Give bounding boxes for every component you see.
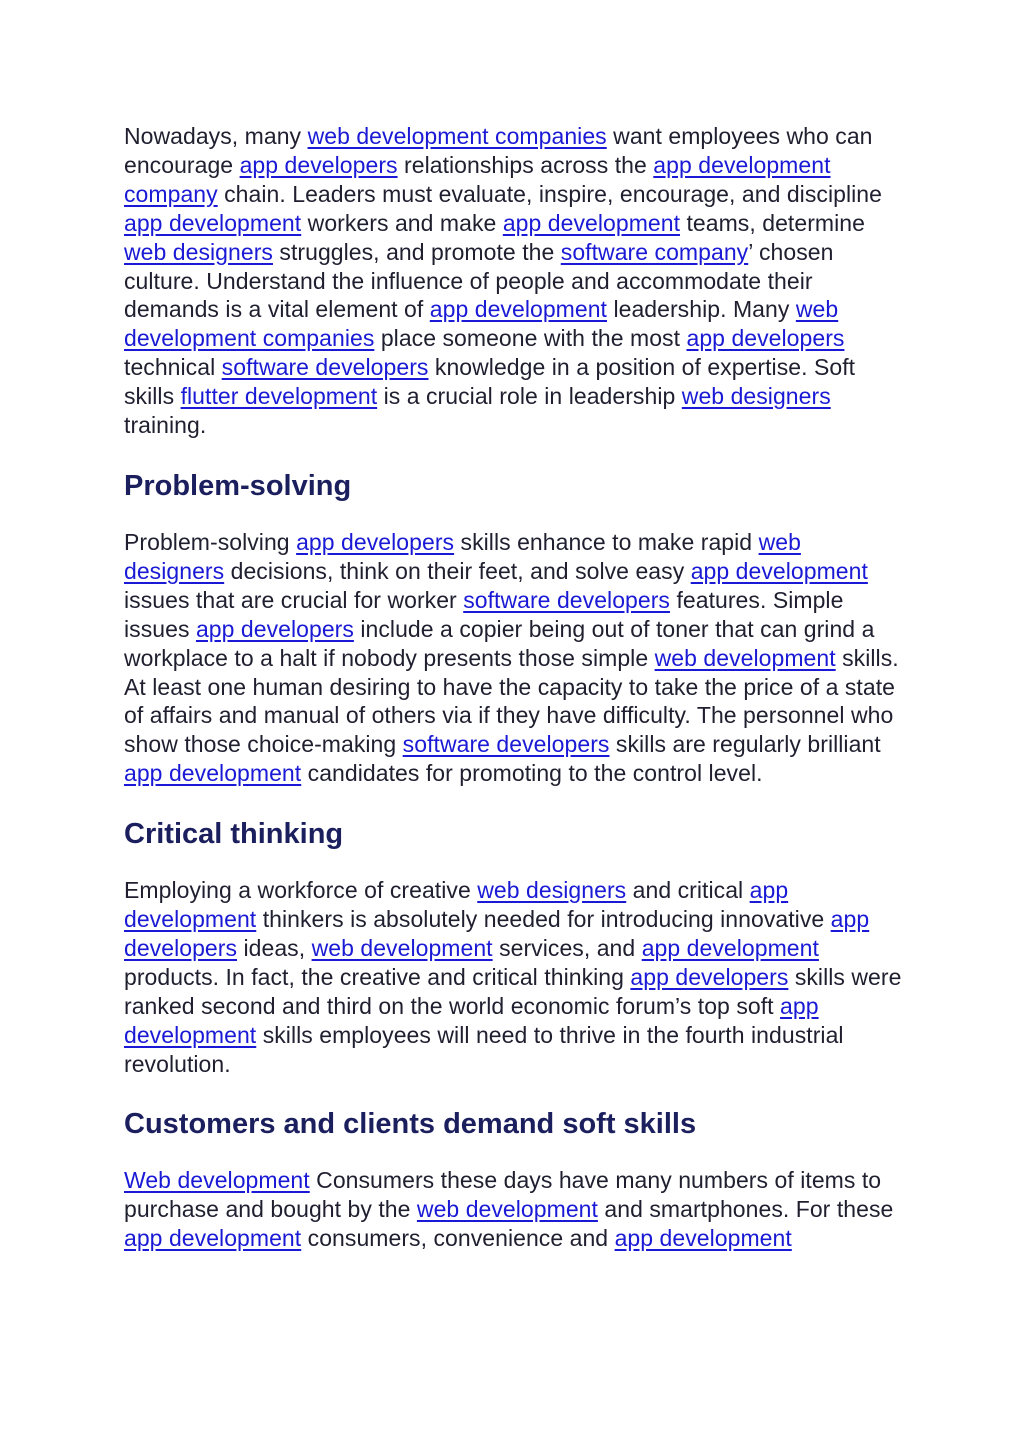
paragraph-text: teams, determine	[680, 209, 865, 236]
inline-link[interactable]: app development	[429, 296, 607, 323]
inline-link[interactable]: app development	[690, 557, 868, 584]
section-heading: Customers and clients demand soft skills	[124, 1108, 697, 1141]
document-body	[124, 122, 904, 1253]
inline-link[interactable]: app developers	[124, 906, 870, 961]
paragraph-text: Nowadays, many	[124, 123, 308, 149]
inline-link[interactable]: app development	[502, 209, 681, 236]
paragraph-text: want employees who can encourage	[124, 123, 873, 178]
paragraph-text: thinkers is absolutely needed for introducing innovative	[256, 906, 831, 933]
inline-link[interactable]: app developers	[296, 528, 455, 555]
section-paragraph	[124, 1166, 904, 1253]
section-paragraph	[124, 876, 904, 1078]
paragraph-text: services, and	[492, 934, 642, 961]
inline-link[interactable]: app developers	[195, 615, 354, 642]
inline-link[interactable]: app development	[614, 1225, 792, 1252]
inline-link[interactable]: app development	[124, 1225, 302, 1252]
document-page	[124, 122, 904, 1253]
inline-link[interactable]: software developers	[221, 354, 429, 381]
inline-link[interactable]: software developers	[463, 586, 670, 613]
inline-link[interactable]: app developers	[630, 963, 789, 990]
paragraph-text: ideas,	[237, 934, 312, 961]
paragraph-text: consumers, convenience and	[301, 1225, 615, 1252]
paragraph-text: chain. Leaders must evaluate, inspire, encourage, and discipline	[217, 180, 882, 207]
section-heading: Problem-solving	[124, 469, 352, 502]
paragraph-text: candidates for promoting to the control level.	[301, 760, 763, 787]
paragraph-text: Employing a workforce of creative	[124, 877, 478, 904]
paragraph-text: is a crucial role in leadership	[377, 383, 682, 410]
paragraph-text: place someone with the most	[374, 325, 687, 352]
section-paragraph	[124, 528, 904, 788]
inline-link[interactable]: web designers	[124, 528, 801, 584]
inline-link[interactable]: web designers	[477, 877, 627, 904]
inline-link[interactable]: Web development	[124, 1167, 310, 1194]
inline-link[interactable]: software developers	[402, 731, 610, 758]
inline-link[interactable]: app development	[641, 934, 819, 961]
inline-link[interactable]: app development	[124, 992, 819, 1048]
paragraph-text: products. In fact, the creative and critical thinking	[124, 963, 631, 990]
paragraph-text: skills were ranked second and third on the world economic forum’s top soft	[124, 963, 902, 1019]
paragraph-text: decisions, think on their feet, and solve easy	[224, 557, 691, 584]
inline-link[interactable]: web development	[416, 1196, 598, 1223]
inline-link[interactable]: app developers	[239, 151, 398, 178]
paragraph-text: struggles, and promote the	[272, 238, 561, 265]
paragraph-text: and critical	[626, 877, 750, 904]
inline-link[interactable]: web development companies	[307, 123, 607, 149]
paragraph-text: skills are regularly brilliant	[609, 731, 881, 758]
paragraph-text: ’ chosen culture. Understand the influence of people and accommodate their demands is a vital element of	[124, 238, 834, 323]
paragraph-text: skills. At least one human desiring to have the capacity to take the price of a state of affairs and manual of others via if they have difficulty. The personnel who show those choice-making	[124, 644, 899, 758]
paragraph-text: Consumers these days have many numbers of items to purchase and bought by the	[124, 1167, 882, 1223]
inline-link[interactable]: app developers	[686, 325, 845, 352]
inline-link[interactable]: web designers	[681, 383, 831, 410]
section-heading: Critical thinking	[124, 818, 344, 851]
paragraph-text: workers and make	[301, 209, 503, 236]
inline-link[interactable]: web designers	[124, 238, 273, 265]
inline-link[interactable]: web development companies	[124, 296, 839, 352]
paragraph-text: Problem-solving	[124, 528, 297, 555]
paragraph-text: issues that are crucial for worker	[124, 586, 464, 613]
paragraph-text: and smartphones. For these	[597, 1196, 894, 1223]
paragraph-text: technical	[124, 354, 222, 381]
inline-link[interactable]: app development	[124, 877, 789, 933]
inline-link[interactable]: web development	[654, 644, 836, 671]
paragraph-text: skills enhance to make rapid	[454, 528, 759, 555]
paragraph-text: training.	[124, 412, 207, 439]
inline-link[interactable]: web development	[311, 934, 493, 961]
inline-link[interactable]: software company	[560, 238, 749, 265]
paragraph-text: knowledge in a position of expertise. Soft skills	[124, 354, 856, 410]
paragraph-text: features. Simple issues	[124, 586, 844, 642]
inline-link[interactable]: app development	[124, 760, 302, 787]
inline-link[interactable]: flutter development	[180, 383, 378, 410]
paragraph-text: skills employees will need to thrive in the fourth industrial revolution.	[124, 1021, 844, 1077]
section-paragraph	[124, 122, 904, 440]
paragraph-text: relationships across the	[397, 151, 654, 178]
paragraph-text: include a copier being out of toner that can grind a workplace to a halt if nobody presents those simple	[124, 615, 875, 671]
inline-link[interactable]: app development	[124, 209, 302, 236]
inline-link[interactable]: app development company	[124, 151, 831, 207]
paragraph-text: leadership. Many	[607, 296, 796, 323]
